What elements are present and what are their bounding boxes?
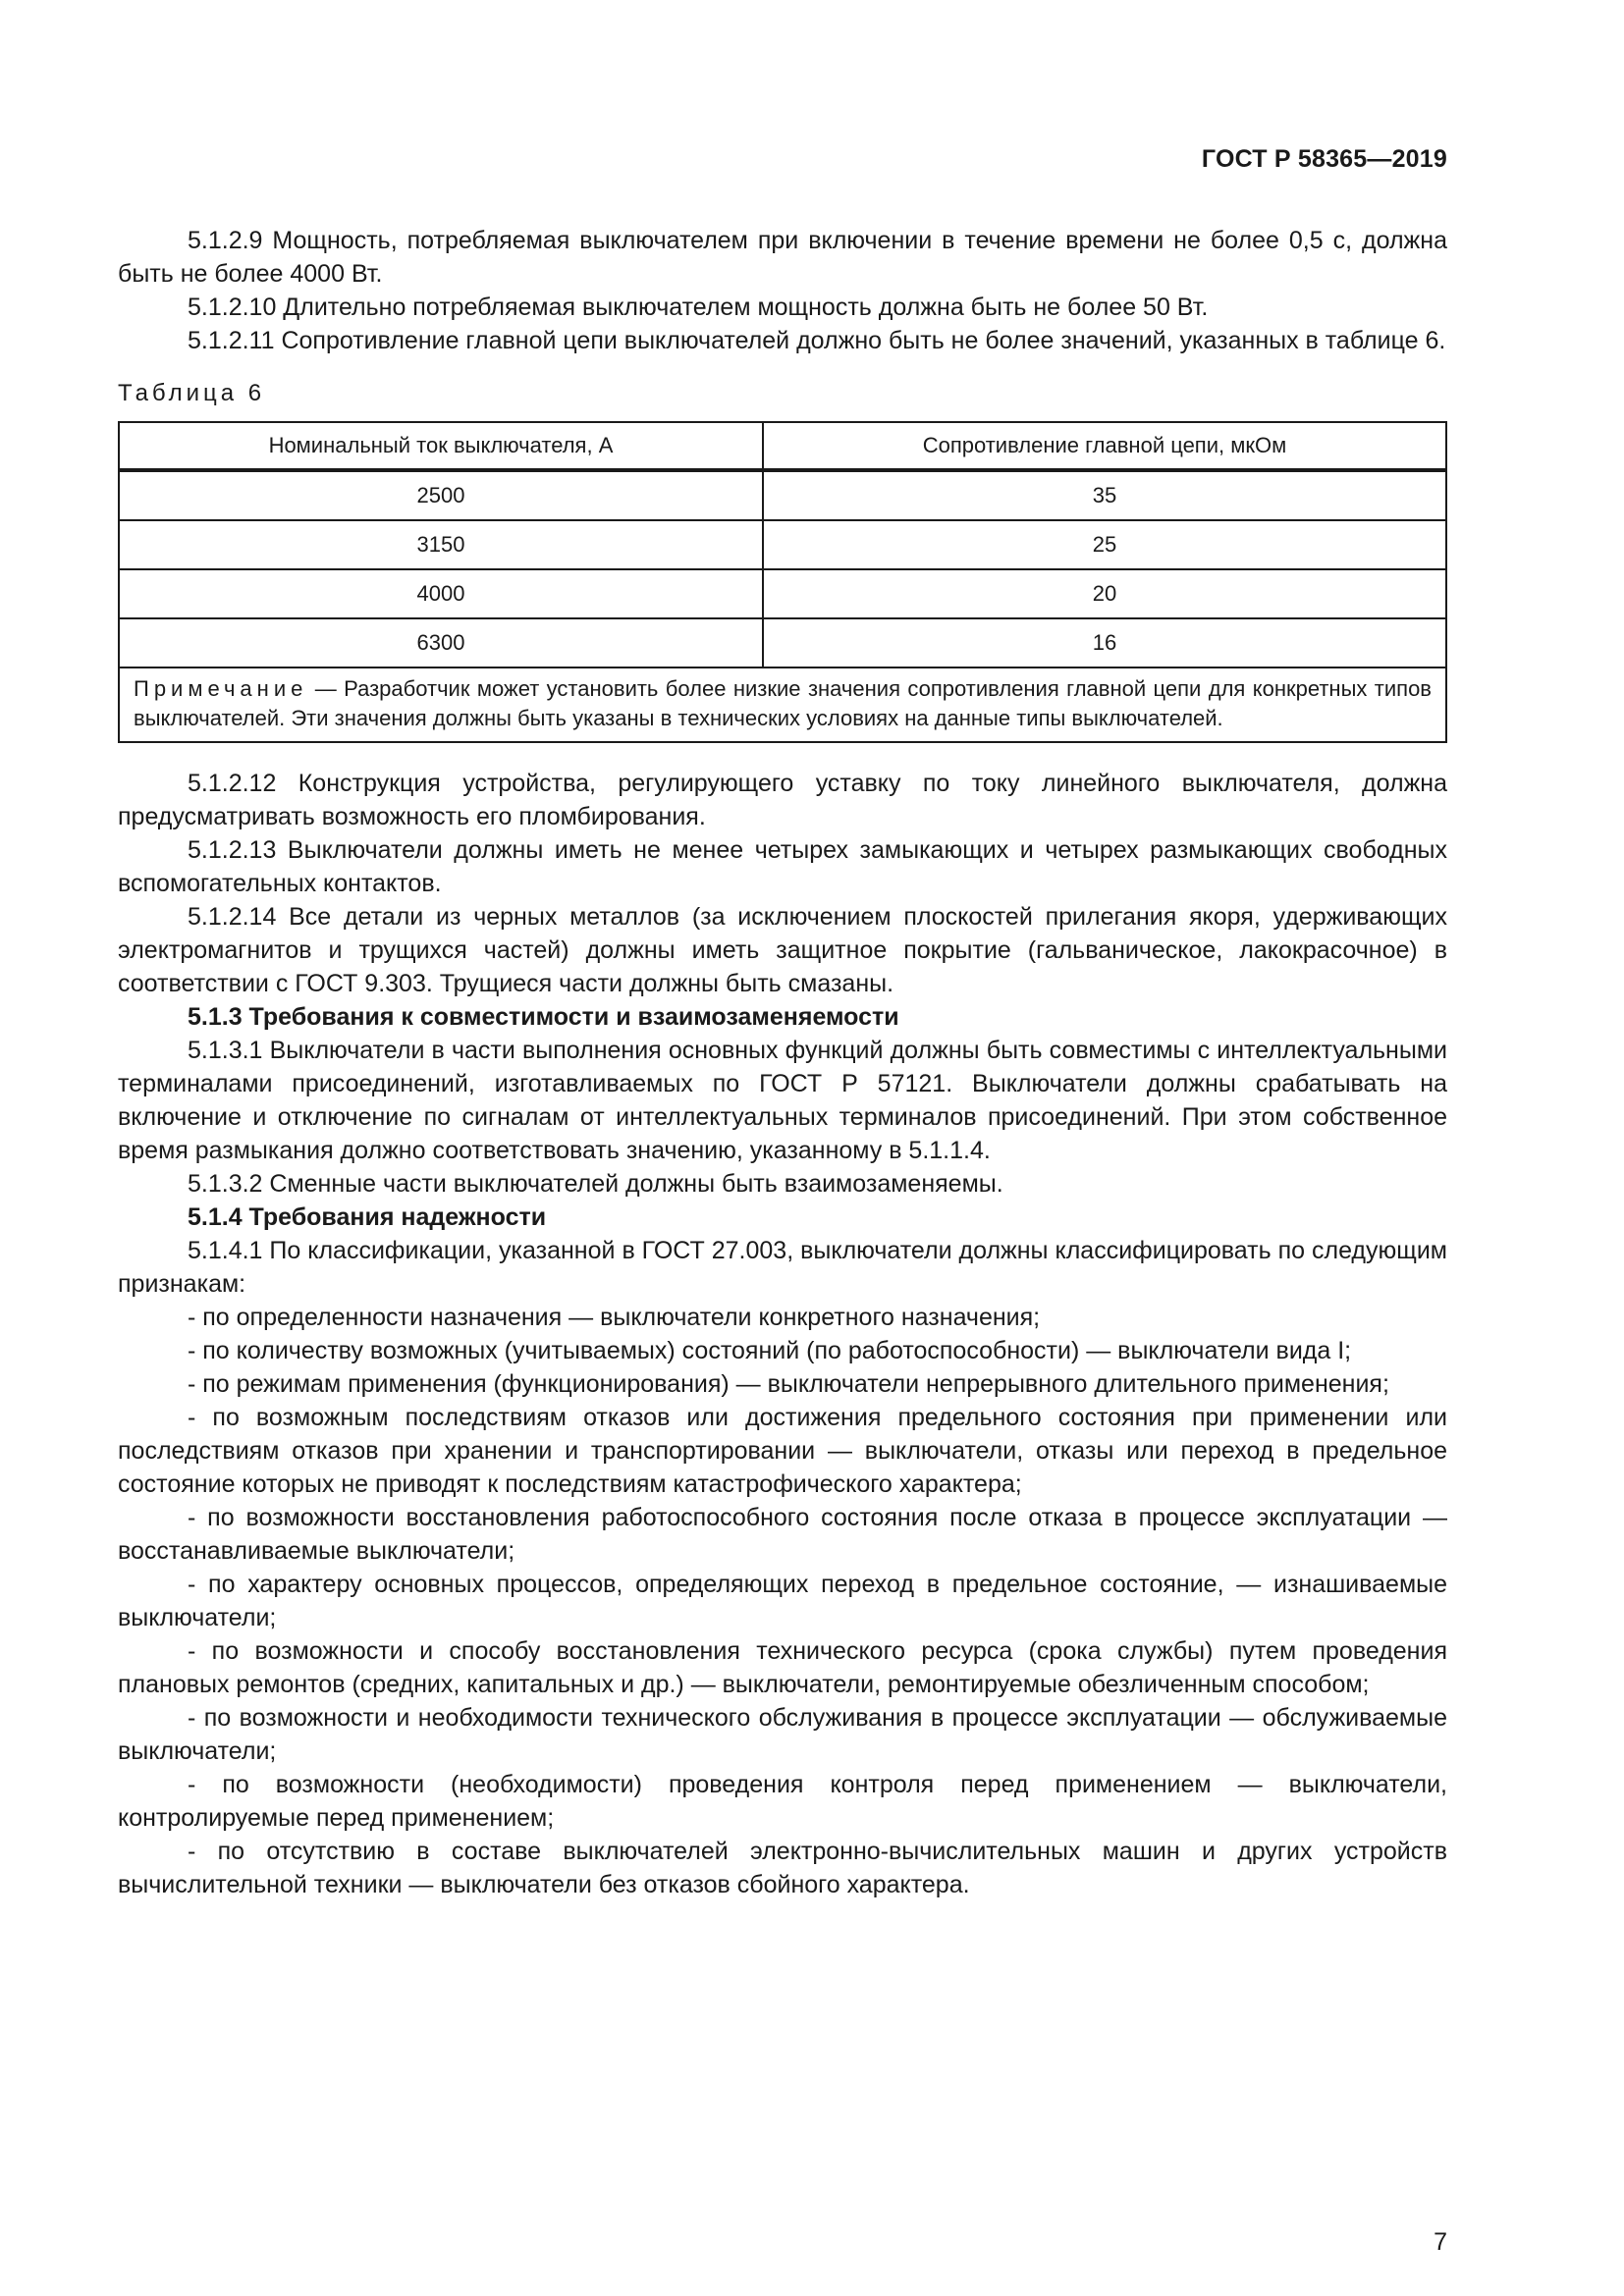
table-cell-current: 3150 bbox=[119, 520, 763, 569]
table-header-row bbox=[119, 422, 1446, 470]
table-note-text: — Разработчик может установить более низкие значения сопротивления главной цепи для конкретных типов выключателей. Эти значения должны быть указаны в технических условиях на данные типы выключателей. bbox=[134, 676, 1432, 730]
table-note-row bbox=[119, 667, 1446, 742]
paragraph-5-1-2-13: 5.1.2.13 Выключатели должны иметь не менее четырех замыкающих и четырех размыкающих свободных вспомогательных контактов. bbox=[118, 836, 1447, 897]
section-heading-5-1-3: 5.1.3 Требования к совместимости и взаимозаменяемости bbox=[188, 1003, 899, 1031]
table-row bbox=[119, 618, 1446, 667]
list-item: - по возможности восстановления работоспособного состояния после отказа в процессе эксплуатации — восстанавливаемые выключатели; bbox=[118, 1504, 1447, 1565]
table-row bbox=[119, 569, 1446, 618]
table-cell-resistance: 16 bbox=[763, 618, 1446, 667]
paragraph-5-1-2-12: 5.1.2.12 Конструкция устройства, регулирующего уставку по току линейного выключателя, должна предусматривать возможность его пломбирования. bbox=[118, 770, 1447, 830]
table-row bbox=[119, 470, 1446, 520]
list-item: - по определенности назначения — выключатели конкретного назначения; bbox=[188, 1304, 1041, 1331]
list-item: - по отсутствию в составе выключателей электронно-вычислительных машин и других устройств вычислительной техники — выключатели без отказов сбойного характера. bbox=[118, 1838, 1447, 1898]
resistance-table bbox=[118, 421, 1447, 743]
table-cell-current: 4000 bbox=[119, 569, 763, 618]
paragraph-5-1-2-10: 5.1.2.10 Длительно потребляемая выключателем мощность должна быть не более 50 Вт. bbox=[188, 294, 1209, 321]
table-note bbox=[119, 667, 1446, 742]
section-heading-5-1-4: 5.1.4 Требования надежности bbox=[188, 1203, 547, 1231]
list-item: - по возможности (необходимости) проведения контроля перед применением — выключатели, контролируемые перед применением; bbox=[118, 1771, 1447, 1832]
document-body bbox=[118, 224, 1447, 1901]
table-header-current: Номинальный ток выключателя, А bbox=[119, 422, 763, 470]
table-note-label: Примечание bbox=[134, 676, 308, 701]
table-header-resistance: Сопротивление главной цепи, мкОм bbox=[763, 422, 1446, 470]
paragraph-5-1-3-1: 5.1.3.1 Выключатели в части выполнения основных функций должны быть совместимы с интеллектуальными терминалами присоединений, изготавливаемых по ГОСТ Р 57121. Выключатели должны срабатывать на включение и отключение по сигналам от интеллектуальных терминалов присоединений. При этом собственное время размыкания должно соответствовать значению, указанному в 5.1.1.4. bbox=[118, 1037, 1447, 1164]
table-row bbox=[119, 520, 1446, 569]
page-number: 7 bbox=[1434, 2228, 1447, 2256]
paragraph-5-1-4-1: 5.1.4.1 По классификации, указанной в ГОСТ 27.003, выключатели должны классифицировать по следующим признакам: bbox=[118, 1237, 1447, 1298]
table-cell-resistance: 25 bbox=[763, 520, 1446, 569]
list-item: - по количеству возможных (учитываемых) состояний (по работоспособности) — выключатели вида I; bbox=[188, 1337, 1352, 1364]
table-cell-current: 6300 bbox=[119, 618, 763, 667]
list-item: - по возможным последствиям отказов или достижения предельного состояния при применении или последствиям отказов при хранении и транспортировании — выключатели, отказы или переход в предельное состояние которых не приводят к последствиям катастрофического характера; bbox=[118, 1404, 1447, 1498]
list-item: - по возможности и необходимости технического обслуживания в процессе эксплуатации — обслуживаемые выключатели; bbox=[118, 1704, 1447, 1765]
paragraph-5-1-2-11: 5.1.2.11 Сопротивление главной цепи выключателей должно быть не более значений, указанных в таблице 6. bbox=[188, 327, 1446, 354]
list-item: - по режимам применения (функционирования) — выключатели непрерывного длительного применения; bbox=[188, 1370, 1389, 1398]
table-cell-current: 2500 bbox=[119, 470, 763, 520]
table-caption: Таблица 6 bbox=[118, 380, 266, 406]
list-item: - по возможности и способу восстановления технического ресурса (срока службы) путем проведения плановых ремонтов (средних, капитальных и др.) — выключатели, ремонтируемые обезличенным способом; bbox=[118, 1637, 1447, 1698]
table-cell-resistance: 20 bbox=[763, 569, 1446, 618]
paragraph-5-1-2-14: 5.1.2.14 Все детали из черных металлов (за исключением плоскостей прилегания якоря, удерживающих электромагнитов и трущихся частей) должны иметь защитное покрытие (гальваническое, лакокрасочное) в соответствии с ГОСТ 9.303. Трущиеся части должны быть смазаны. bbox=[118, 903, 1447, 997]
paragraph-5-1-2-9: 5.1.2.9 Мощность, потребляемая выключателем при включении в течение времени не более 0,5 с, должна быть не более 4000 Вт. bbox=[118, 227, 1447, 288]
paragraph-5-1-3-2: 5.1.3.2 Сменные части выключателей должны быть взаимозаменяемы. bbox=[188, 1170, 1003, 1198]
list-item: - по характеру основных процессов, определяющих переход в предельное состояние, — изнашиваемые выключатели; bbox=[118, 1571, 1447, 1631]
table-cell-resistance: 35 bbox=[763, 470, 1446, 520]
document-header-id: ГОСТ Р 58365—2019 bbox=[1201, 145, 1447, 173]
